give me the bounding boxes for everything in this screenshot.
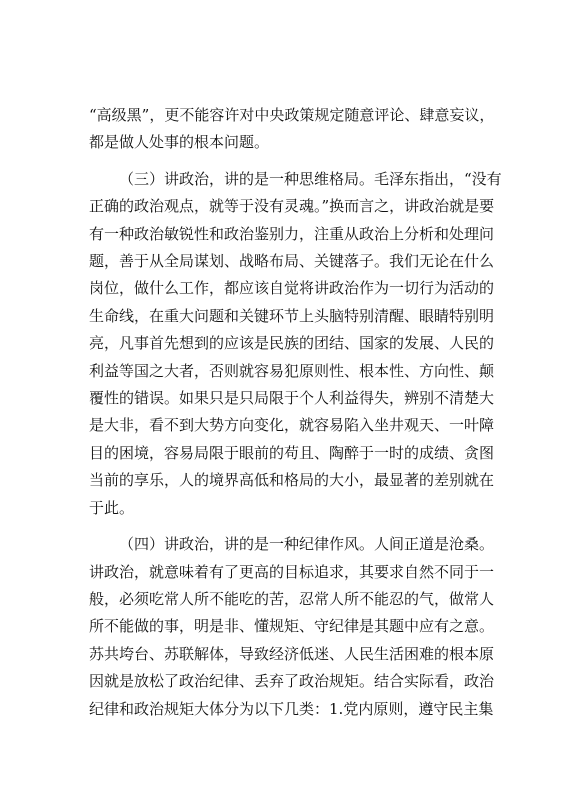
text-line: 苏共垮台、苏联解体，导致经济低迷、人民生活困难的根本原 [89, 644, 495, 663]
body-text [89, 102, 502, 723]
text-line: 正确的政治观点，就等于没有灵魂。”换而言之，讲政治就是要 [89, 197, 495, 216]
text-line: 岗位，做什么工作，都应该自觉将讲政治作为一切行为活动的 [89, 279, 495, 298]
text-line: 般，必须吃常人所不能吃的苦，忍常人所不能忍的气，做常人 [89, 589, 495, 608]
text-line: 都是做人处事的根本问题。 [89, 133, 270, 152]
paragraph-thinking-pattern [89, 166, 502, 522]
text-line: （四）讲政治，讲的是一种纪律作风。人间正道是沧桑。 [119, 535, 495, 554]
text-line: 亮，凡事首先想到的应该是民族的团结、国家的发展、人民的 [89, 334, 495, 353]
text-line: 因就是放松了政治纪律、丢弃了政治规矩。结合实际看，政治 [89, 672, 495, 691]
text-line: 当前的享乐，人的境界高低和格局的大小，最显著的差别就在 [89, 471, 495, 490]
text-line: 所不能做的事，明是非、懂规矩、守纪律是其题中应有之意。 [89, 617, 495, 636]
text-line: 纪律和政治规矩大体分为以下几类：1.党内原则，遵守民主集 [89, 699, 494, 718]
text-line: 目的困境，容易局限于眼前的苟且、陶醉于一时的成绩、贪图 [89, 443, 495, 462]
text-line: 是大非，看不到大势方向变化，就容易陷入坐井观天、一叶障 [89, 416, 495, 435]
text-line: 题，善于从全局谋划、战略布局、关键落子。我们无论在什么 [89, 252, 495, 271]
text-line: 于此。 [89, 498, 135, 517]
text-line: 生命线，在重大问题和关键环节上头脑特别清醒、眼睛特别明 [89, 306, 495, 325]
text-line: 覆性的错误。如果只是只局限于个人利益得失，辨别不清楚大 [89, 389, 495, 408]
text-line: （三）讲政治，讲的是一种思维格局。毛泽东指出，“没有 [119, 169, 502, 188]
text-line: 利益等国之大者，否则就容易犯原则性、根本性、方向性、颠 [89, 361, 495, 380]
text-line: “高级黑”，更不能容许对中央政策规定随意评论、肆意妄议， [89, 106, 495, 124]
paragraph-discipline-style [89, 531, 495, 723]
text-line: 讲政治，就意味着有了更高的目标追求，其要求自然不同于一 [89, 562, 495, 581]
paragraph-continuation [89, 102, 495, 157]
text-line: 有一种政治敏锐性和政治鉴别力，注重从政治上分析和处理问 [89, 224, 495, 243]
